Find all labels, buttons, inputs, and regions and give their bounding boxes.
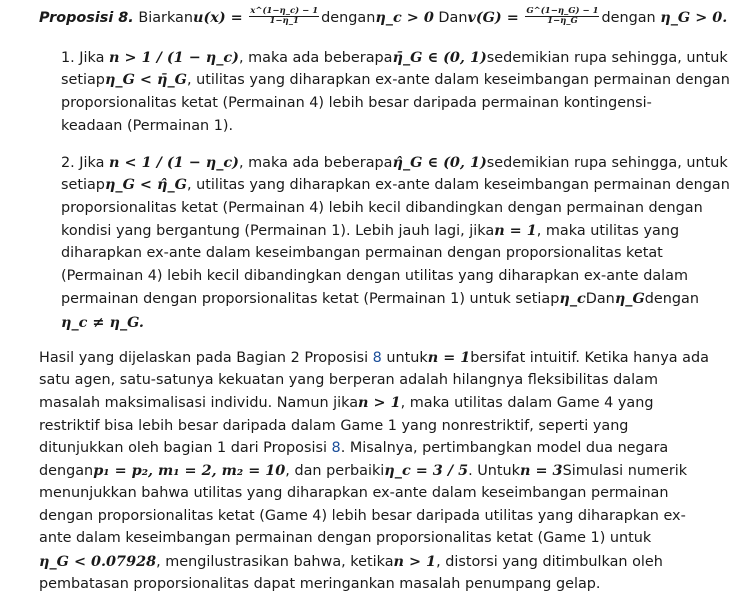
body-line10 (39, 551, 663, 573)
math: η_G < η̂_G (104, 176, 187, 193)
text: , maka utilitas yang (536, 223, 680, 239)
math: η̄_G ∈ (0, 1) (392, 49, 487, 66)
text: , utilitas yang diharapkan ex-ante dalam keseimbangan permainan dengan (186, 177, 730, 193)
item2-line8 (61, 312, 144, 334)
text: , maka ada beberapa (239, 155, 393, 171)
math: n > 1 (358, 394, 401, 411)
math-u-of-x: u(x) = (192, 9, 243, 26)
text: , dan perbaiki (285, 463, 385, 479)
text: , mengilustrasikan bahwa, ketika (156, 554, 394, 570)
text: Dan (438, 10, 468, 26)
text: 2. Jika (61, 155, 105, 171)
text: Biarkan (138, 10, 193, 26)
fraction-denominator: 1−η_G (547, 15, 578, 26)
math: n > 1 / (1 − η_c) (109, 49, 239, 66)
body-line5 (39, 437, 668, 459)
text: , maka utilitas dalam Game 4 yang (400, 395, 654, 411)
text: untuk (386, 350, 428, 366)
text: setiap (61, 72, 105, 88)
proposition-label: Proposisi 8. (39, 10, 134, 26)
text: 1. Jika (61, 50, 105, 66)
proposition-ref-link[interactable]: 8 (331, 440, 341, 456)
item1-line2 (61, 69, 730, 91)
math: n = 3 (520, 462, 563, 479)
math: η_c (559, 290, 586, 307)
math: η_G (614, 290, 645, 307)
text: Simulasi numerik (562, 463, 688, 479)
text: masalah maksimalisasi individu. Namun jika (39, 395, 359, 411)
fraction-denominator: 1−η_1 (269, 15, 299, 26)
item2-line2 (61, 174, 730, 196)
fraction-u (249, 7, 319, 26)
item1-line4: keadaan (Permainan 1). (61, 118, 234, 134)
proposition-ref-link[interactable]: 8 (372, 350, 382, 366)
text: dengan (321, 10, 376, 26)
text: dengan (644, 291, 699, 307)
body-line2: satu agen, satu-satunya kekuatan yang berperan adalah hilangnya fleksibilitas dalam (39, 372, 658, 388)
body-line1 (39, 347, 709, 369)
text: kondisi yang bergantung (Permainan 1). Lebih jauh lagi, jika (61, 223, 495, 239)
text: , utilitas yang diharapkan ex-ante dalam keseimbangan permainan dengan (186, 72, 730, 88)
text: . Misalnya, pertimbangkan model dua negara (340, 440, 669, 456)
text: dengan (39, 463, 94, 479)
text: Dan (585, 291, 615, 307)
item2-line4 (61, 220, 679, 242)
math: n = 1 (427, 349, 471, 366)
item2-line1 (61, 152, 728, 174)
math-eta-c: η_c > 0 (375, 9, 434, 26)
math: η_c = 3 / 5 (384, 462, 469, 479)
body-line4: restriktif bisa lebih besar daripada dalam Game 1 yang nonrestriktif, seperti yang (39, 418, 629, 434)
math-eta-g: η_G > 0. (660, 9, 728, 26)
text: ditunjukkan oleh bagian 1 dari Proposisi (39, 440, 327, 456)
math: n > 1 (393, 553, 437, 570)
math-v-of-g: v(G) = (467, 9, 519, 26)
text: sedemikian rupa sehingga, untuk (486, 155, 728, 171)
text: setiap (61, 177, 105, 193)
body-line9: ante dalam keseimbangan permainan dengan proporsionalitas ketat (Game 1) untuk (39, 530, 652, 546)
text: dengan (601, 10, 656, 26)
text: bersifat intuitif. Ketika hanya ada (470, 350, 709, 366)
math: η_c ≠ η_G. (61, 314, 144, 331)
item2-line6: (Permainan 4) lebih kecil dibandingkan dengan utilitas yang diharapkan ex-ante dalam (61, 268, 688, 284)
body-line7: menunjukkan bahwa utilitas yang diharapkan ex-ante dalam keseimbangan permainan (39, 485, 669, 501)
body-line6 (39, 460, 687, 482)
math: η_G < 0.07928 (39, 553, 157, 570)
item1-line1 (61, 47, 728, 69)
proposition-statement (39, 7, 727, 29)
text: . Untuk (468, 463, 521, 479)
item2-line5: diharapkan ex-ante dalam keseimbangan permainan dengan proporsionalitas ketat (61, 245, 663, 261)
math: η_G < η̄_G (104, 71, 187, 88)
item1-line3: proporsionalitas ketat (Permainan 4) lebih besar daripada permainan kontingensi- (61, 95, 652, 111)
fraction-v (525, 7, 599, 26)
body-line8: dengan proporsionalitas ketat (Game 4) lebih besar daripada utilitas yang diharapkan ex- (39, 508, 686, 524)
math: n < 1 / (1 − η_c) (109, 154, 239, 171)
text: , distorsi yang ditimbulkan oleh (436, 554, 663, 570)
body-line11: pembatasan proporsionalitas dapat meringankan masalah penumpang gelap. (39, 576, 601, 592)
fraction-numerator: G^(1−η_G) − 1 (526, 5, 599, 16)
text: permainan dengan proporsionalitas ketat (Permainan 1) untuk setiap (61, 291, 560, 307)
math: n = 1 (494, 222, 537, 239)
item2-line7 (61, 288, 699, 310)
text: sedemikian rupa sehingga, untuk (486, 50, 728, 66)
item2-line3: proporsionalitas ketat (Permainan 4) lebih kecil dibandingkan dengan permainan dengan (61, 200, 703, 216)
body-line3 (39, 392, 653, 414)
text: , maka ada beberapa (239, 50, 393, 66)
math: p₁ = p₂, m₁ = 2, m₂ = 10 (93, 462, 286, 479)
fraction-numerator: x^(1−η_c) − 1 (250, 5, 319, 16)
math: η̂_G ∈ (0, 1) (392, 154, 487, 171)
text: Hasil yang dijelaskan pada Bagian 2 Proposisi (39, 350, 369, 366)
